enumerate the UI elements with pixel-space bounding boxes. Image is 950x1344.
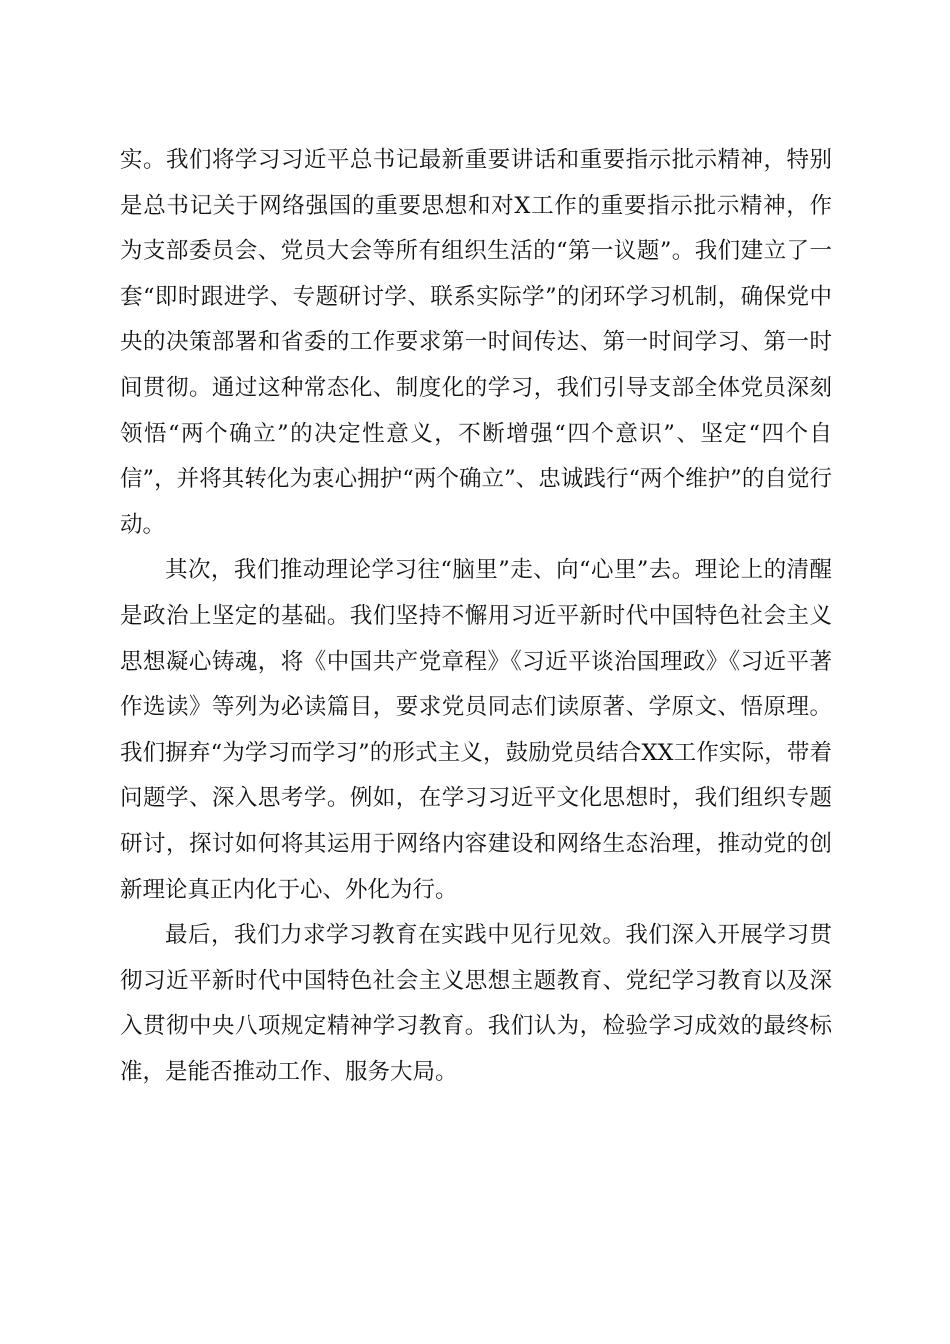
paragraph-second: 其次，我们推动理论学习往“脑里”走、向“心里”去。理论上的清醒是政治上坚定的基础。我们坚持不懈用习近平新时代中国特色社会主义思想凝心铸魂，将《中国共产党章程》《习近平谈治国理政》《习近平著作选读》等列为必读篇目，要求党员同志们读原著、学原文、悟原理。我们摒弃“为学习而学习”的形式主义，鼓励党员结合XX工作实际，带着问题学、深入思考学。例如，在学习习近平文化思想时，我们组织专题研讨，探讨如何将其运用于网络内容建设和网络生态治理，推动党的创新理论真正内化于心、外化为行。 — [120, 557, 832, 903]
paragraph-continuation: 实。我们将学习习近平总书记最新重要讲话和重要指示批示精神，特别是总书记关于网络强国的重要思想和对X工作的重要指示批示精神，作为支部委员会、党员大会等所有组织生活的“第一议题”。我们建立了一套“即时跟进学、专题研讨学、联系实际学”的闭环学习机制，确保党中央的决策部署和省委的工作要求第一时间传达、第一时间学习、第一时间贯彻。通过这种常态化、制度化的学习，我们引导支部全体党员深刻领悟“两个确立”的决定性意义，不断增强“四个意识”、坚定“四个自信”，并将其转化为衷心拥护“两个确立”、忠诚践行“两个维护”的自觉行动。 — [120, 147, 832, 538]
body-text — [120, 138, 832, 1095]
paragraph-finally: 最后，我们力求学习教育在实践中见行见效。我们深入开展学习贯彻习近平新时代中国特色社会主义思想主题教育、党纪学习教育以及深入贯彻中央八项规定精神学习教育。我们认为，检验学习成效的最终标准，是能否推动工作、服务大局。 — [120, 922, 832, 1085]
